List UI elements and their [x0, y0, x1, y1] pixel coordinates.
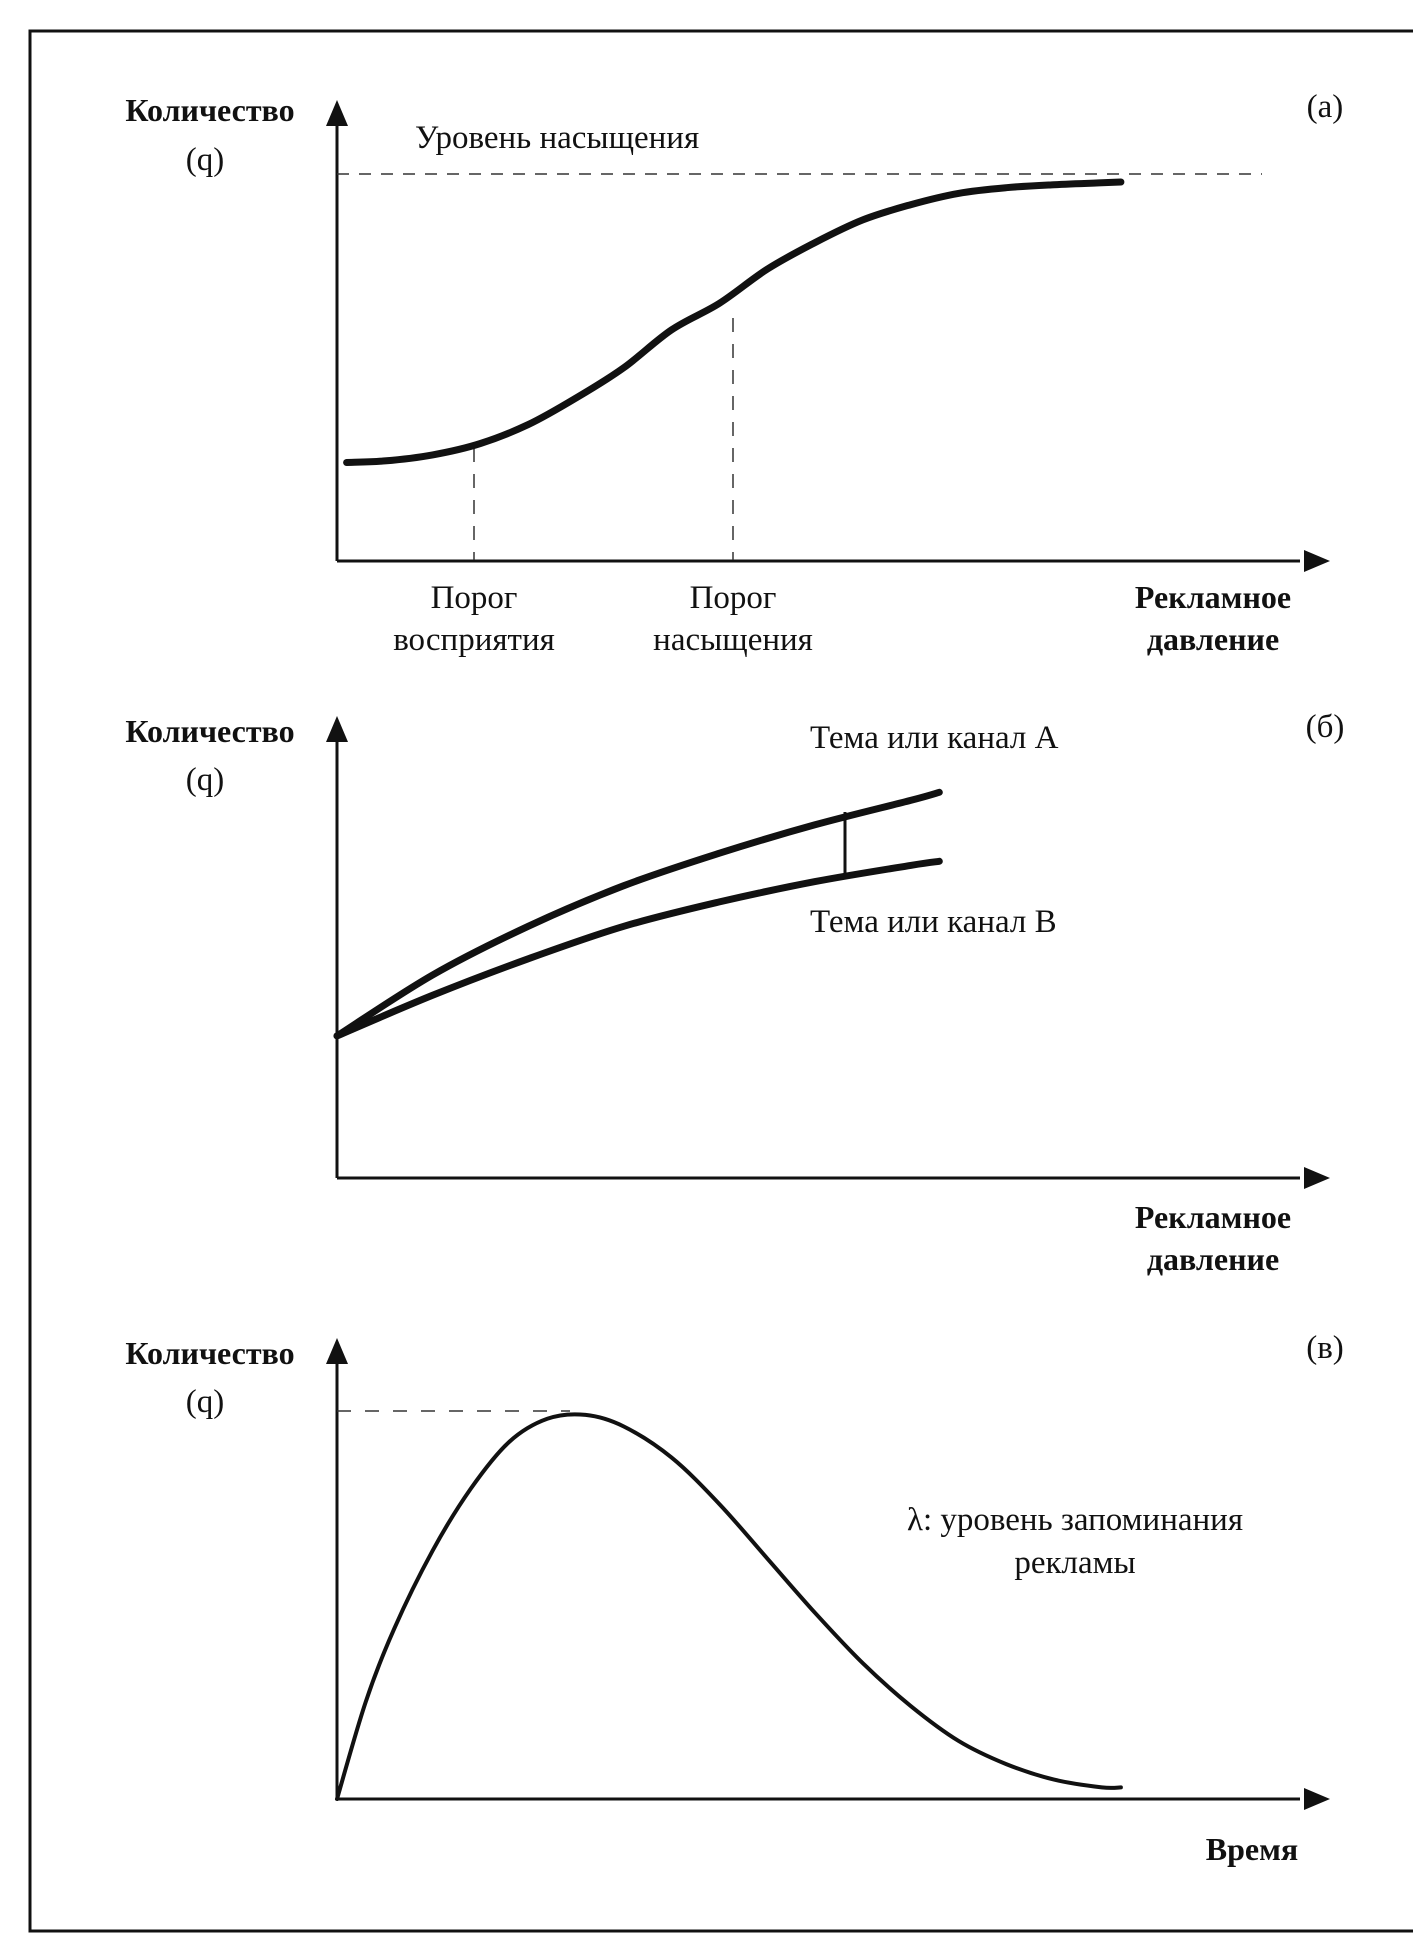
figure-frame — [30, 31, 1413, 1931]
panel-c-series-0 — [337, 1414, 1121, 1799]
series-a-label: Тема или канал А — [810, 720, 1059, 756]
panel-a-ylabel-line-1: Количество — [125, 92, 295, 128]
panel-a-label: (a) — [1306, 89, 1344, 125]
panel-a-ylabel-line-2: (q) — [185, 142, 225, 178]
perception-threshold-label-1: Порог — [430, 580, 518, 616]
panel-b-label: (б) — [1305, 709, 1345, 745]
saturation-level-label: Уровень насыщения — [415, 120, 700, 156]
panel-c-ylabel-line-1: Количество — [125, 1335, 295, 1371]
panel-c-xlabel: Время — [1205, 1831, 1299, 1867]
panel-c-y-arrow — [326, 1338, 348, 1364]
retention-label-line-2: рекламы — [1014, 1545, 1136, 1581]
saturation-threshold-label-1: Порог — [689, 580, 777, 616]
panel-c-label: (в) — [1306, 1330, 1344, 1366]
panel-c — [125, 1330, 1343, 1867]
panel-a-x-arrow — [1304, 550, 1330, 572]
saturation-threshold-label-2: насыщения — [653, 622, 813, 658]
perception-threshold-label-2: восприятия — [393, 622, 555, 658]
panel-b-xlabel-line-1: Рекламное — [1134, 1199, 1292, 1235]
panel-a-xlabel-line-1: Рекламное — [1134, 579, 1292, 615]
series-b-label: Тема или канал В — [810, 904, 1057, 940]
panel-b — [125, 709, 1344, 1277]
panel-b-y-arrow — [326, 716, 348, 742]
panel-b-ylabel-line-1: Количество — [125, 713, 295, 749]
panel-a — [125, 89, 1343, 658]
panel-c-ylabel-line-2: (q) — [185, 1384, 225, 1420]
panel-b-xlabel-line-2: давление — [1146, 1241, 1280, 1277]
panel-b-series-1 — [337, 861, 939, 1036]
panel-b-ylabel-line-2: (q) — [185, 762, 225, 798]
retention-label-line-1: λ: уровень запоминания — [906, 1502, 1244, 1538]
panel-c-x-arrow — [1304, 1788, 1330, 1810]
panel-a-xlabel-line-2: давление — [1146, 621, 1280, 657]
panel-a-y-arrow — [326, 100, 348, 126]
panel-b-x-arrow — [1304, 1167, 1330, 1189]
